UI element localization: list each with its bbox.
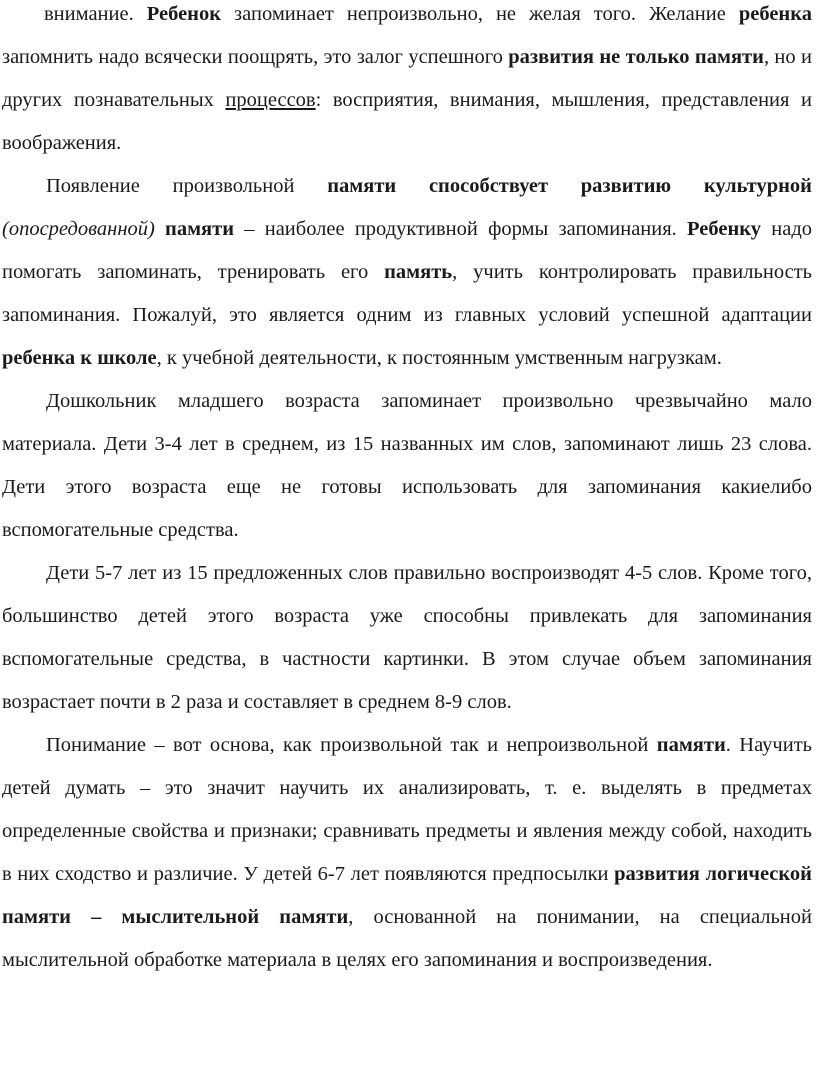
text-run: запомнить надо всячески поощрять, это залог успешного	[2, 46, 509, 68]
bold-text: памяти способствует развитию культурной	[327, 175, 812, 197]
bold-text: Ребенку	[687, 218, 762, 240]
italic-text: (опосредованной)	[2, 218, 155, 240]
paragraph-3	[2, 380, 812, 552]
text-run: , учить контролировать правильность запоминания. Пожалуй, это является одним из главных условий успешной адаптации	[2, 261, 812, 326]
text-run: : восприятия, внимания, мышления, представления и воображения.	[2, 89, 812, 154]
bold-text: памяти	[656, 734, 726, 756]
text-run: , к учебной деятельности, к постоянным умственным нагрузкам.	[156, 347, 722, 369]
text-run: , основанной на понимании, на специальной мыслительной обработке материала в целях его запоминания и воспроизведения.	[2, 906, 812, 971]
text-run: Дошкольник младшего возраста запоминает произвольно чрезвычайно мало материала. Дети 3-4 лет в среднем, из 15 названных им слов, запоминают лишь 23 слова. Дети этого возраста еще не готовы использовать для запоминания какиелибо вспомогательные средства.	[2, 390, 812, 541]
paragraph-1	[2, 0, 812, 165]
bold-text: ребенка к школе	[2, 347, 157, 369]
text-run: . Научить детей думать – это значит научить их анализировать, т. е. выделять в предметах определенные свойства и признаки; сравнивать предметы и явления между собой, находить в них сходство и различие. У детей 6-7 лет появляются предпосылки	[2, 734, 812, 885]
text-run: – наиболее продуктивной формы запоминания.	[234, 218, 688, 240]
text-run: запоминает непроизвольно, не желая того. Желание	[221, 3, 739, 25]
bold-text: памяти	[165, 218, 235, 240]
bold-text: ребенка	[738, 3, 812, 25]
bold-text: память	[384, 261, 453, 283]
bold-text: развития логической памяти – мыслительной памяти	[2, 863, 812, 928]
text-run: , но и других познавательных	[2, 46, 812, 111]
text-run: Дети 5-7 лет из 15 предложенных слов правильно воспроизводят 4-5 слов. Кроме того, большинство детей этого возраста уже способны привлекать для запоминания вспомогательные средства, в частности картинки. В этом случае объем запоминания возрастает почти в 2 раза и составляет в среднем 8-9 слов.	[2, 562, 812, 713]
text-run: надо помогать запоминать, тренировать его	[2, 218, 812, 283]
text-run: внимание.	[44, 3, 147, 25]
text-run: Появление произвольной	[46, 175, 328, 197]
text-run: Понимание – вот основа, как произвольной так и непроизвольной	[46, 734, 657, 756]
paragraph-4	[2, 552, 812, 724]
paragraph-2	[2, 165, 812, 380]
bold-text: развития не только памяти	[508, 46, 764, 68]
underlined-text: процессов	[225, 89, 316, 111]
text-run	[155, 218, 165, 240]
bold-text: Ребенок	[146, 3, 222, 25]
paragraph-5	[2, 724, 812, 982]
